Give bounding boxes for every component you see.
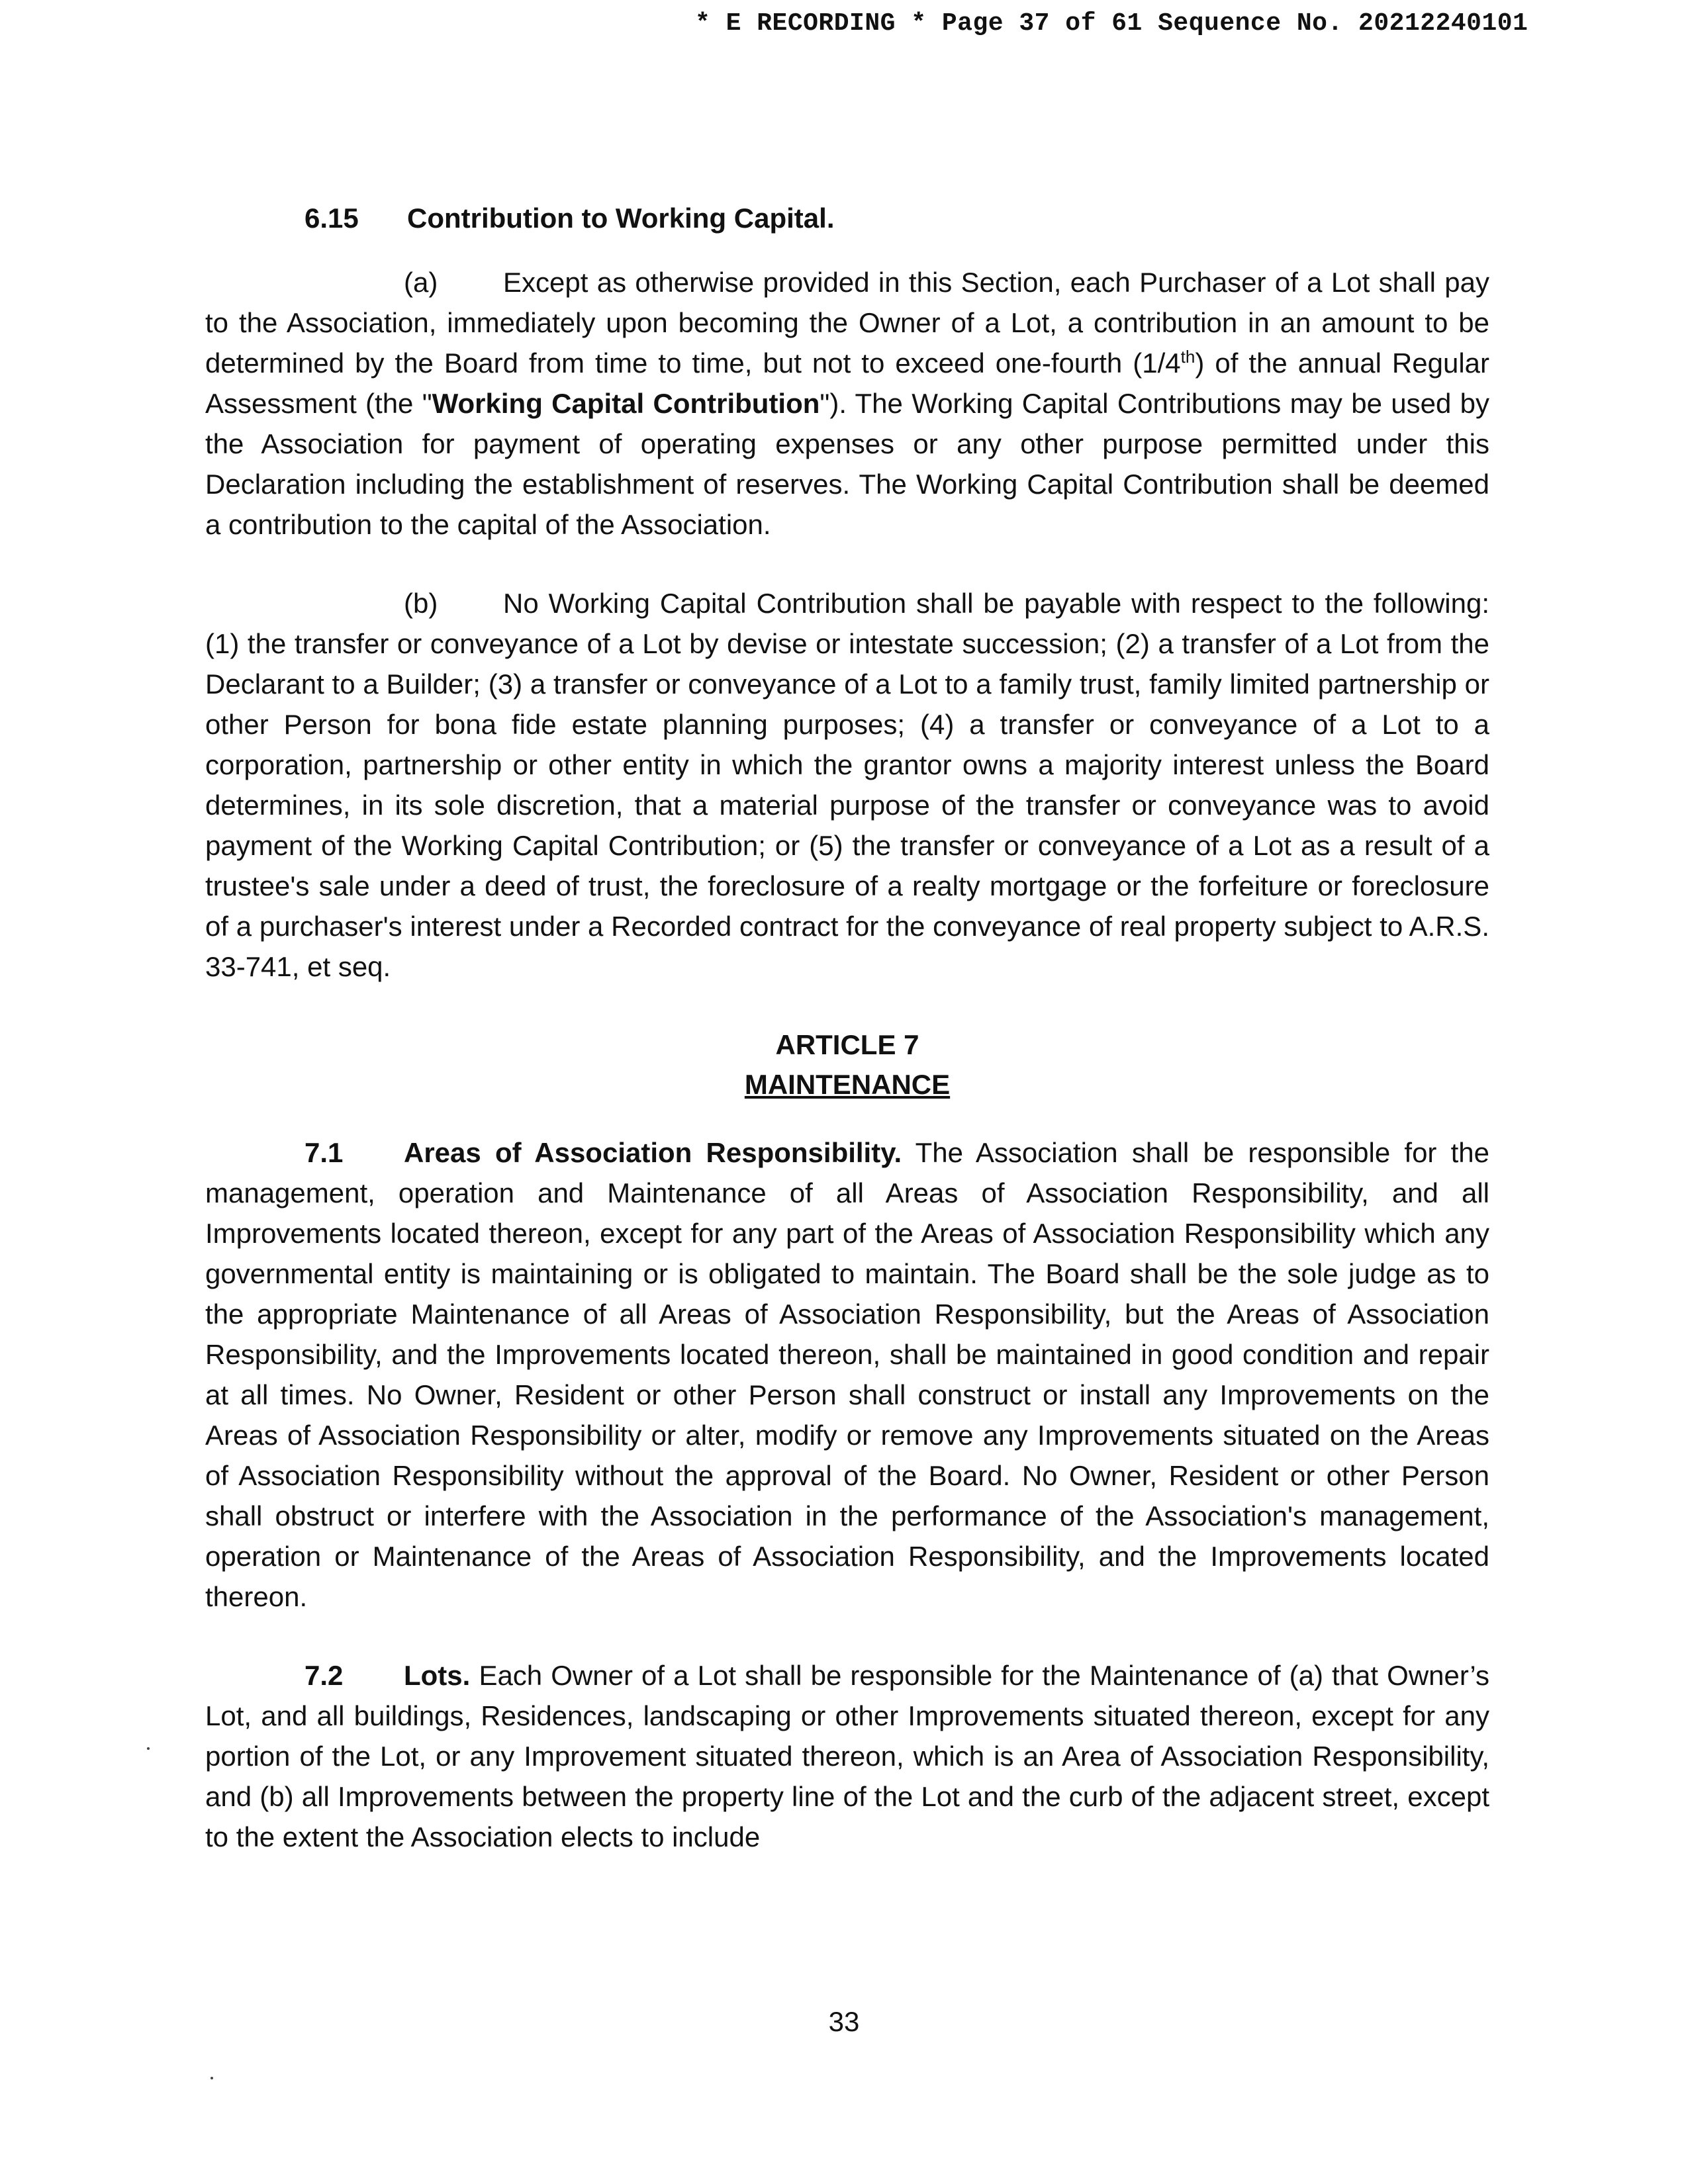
page-number: 33 [828, 2006, 860, 2037]
para-text: No Working Capital Contribution shall be payable with respect to the following: (1) the transfer or conveyance of a Lot by devise or intestate succession; (2) a transfer of a Lot from the Declarant to a Builder; (3) a transfer or conveyance of a Lot to a family trust, family limited partnership or other Person for bona fide estate planning purposes; (4) a transfer or conveyance of a Lot to a corporation, partnership or other entity in which the grantor owns a majority interest unless the Board determines, in its sole discretion, that a material purpose of the transfer or conveyance was to avoid payment of the Working Capital Contribution; or (5) the transfer or conveyance of a Lot as a result of a trustee's sale under a deed of trust, the foreclosure of a realty mortgage or the forfeiture or foreclosure of a purchaser's interest under a Recorded contract for the conveyance of real property subject to A.R.S. 33-741, et seq. [205, 588, 1489, 982]
section-6-15-para-a [205, 262, 1489, 545]
para-text: ) of the annual Regular Assessment (the " [205, 347, 1490, 419]
section-title: Contribution to Working Capital. [407, 203, 835, 234]
recording-header: * E RECORDING * Page 37 of 61 Sequence No. 20212240101 [695, 9, 1528, 38]
superscript-th: th [1180, 347, 1196, 367]
section-7-2 [205, 1655, 1489, 1857]
document-body [205, 199, 1489, 1895]
article-subtitle: MAINTENANCE [744, 1069, 951, 1100]
scan-speck [211, 2077, 213, 2079]
para-label: (a) [404, 267, 438, 298]
para-text: Except as otherwise provided in this Section, each Purchaser of a Lot shall pay to the Association, immediately upon becoming the Owner of a Lot, a contribution in an amount to be determined by the Board from time to time, but not to exceed one-fourth (1/4 [205, 267, 1489, 379]
para-label: (b) [404, 588, 438, 619]
section-text: Each Owner of a Lot shall be responsible for the Maintenance of (a) that Owner’s Lot, and all buildings, Residences, landscaping or other Improvements situated thereon, except for any portion of the Lot, or any Improvement situated thereon, which is an Area of Association Responsibility, and (b) all Improvements between the property line of the Lot and the curb of the adjacent street, except to the extent the Association elects to include [205, 1660, 1490, 1852]
section-number: 7.2 [305, 1660, 344, 1691]
defined-term: Working Capital Contribution [432, 388, 820, 419]
section-number: 6.15 [305, 203, 359, 234]
section-6-15-heading [205, 199, 1489, 238]
section-7-1 [205, 1132, 1489, 1617]
article-title: ARTICLE 7 [775, 1029, 919, 1060]
scan-speck [147, 1747, 150, 1750]
article-7-heading [205, 1025, 1489, 1105]
para-text: "). The Working Capital Contributions may be used by the Association for payment of operating expenses or any other purpose permitted under this Declaration including the establishment of reserves. The Working Capital Contribution shall be deemed a contribution to the capital of the Association. [205, 388, 1489, 540]
section-number: 7.1 [305, 1137, 344, 1168]
section-title: Areas of Association Responsibility. [404, 1137, 902, 1168]
section-6-15-para-b [205, 583, 1489, 987]
section-title: Lots. [404, 1660, 471, 1691]
section-text: The Association shall be responsible for the management, operation and Maintenance of all Areas of Association Responsibility, and all Improvements located thereon, except for any part of the Areas of Association Responsibility which any governmental entity is maintaining or is obligated to maintain. The Board shall be the sole judge as to the appropriate Maintenance of all Areas of Association Responsibility, but the Areas of Association Responsibility, and the Improvements located thereon, shall be maintained in good condition and repair at all times. No Owner, Resident or other Person shall construct or install any Improvements on the Areas of Association Responsibility or alter, modify or remove any Improvements situated on the Areas of Association Responsibility without the approval of the Board. No Owner, Resident or other Person shall obstruct or interfere with the Association in the performance of the Association's management, operation or Maintenance of the Areas of Association Responsibility, and the Improvements located thereon. [205, 1137, 1490, 1612]
